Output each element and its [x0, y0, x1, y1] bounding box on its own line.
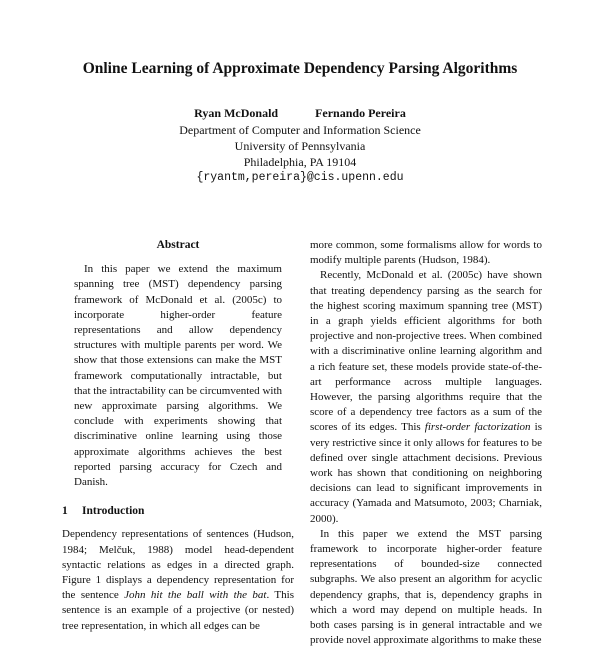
section-heading: [62, 504, 294, 519]
left-column: [62, 238, 294, 634]
body-paragraph: more common, some formalisms allow for words to modify multiple parents (Hudson, 1984).: [310, 239, 542, 267]
author-list: [0, 106, 600, 121]
affiliation-block: [0, 122, 600, 186]
author-email: {ryantm,pereira}@cis.upenn.edu: [196, 171, 404, 184]
body-paragraph: In this paper we extend the MST parsing framework to incorporate higher-order feature representations of bounded-size connected subgraphs. We also present an algorithm for acyclic dependency graphs, that is, dependency graphs in which a word may depend on multiple heads. In both cases parsing is in general intractable and we provide novel approximate algorithms to make these: [310, 527, 542, 647]
section-number: 1: [62, 505, 68, 518]
abstract-heading: Abstract: [156, 239, 200, 251]
affiliation-line: University of Pennsylvania: [234, 139, 366, 153]
paper-title: Online Learning of Approximate Dependency Parsing Algorithms: [82, 60, 518, 77]
body-paragraph: Recently, McDonald et al. (2005c) have shown that treating dependency parsing as the search for the highest scoring maximum spanning tree (MST) in a graph yields efficient algorithms for both projective and non-projective trees. When combined with a discriminative online learning algorithm and a rich feature set, these models provide state-of-the-art performance across multiple languages. However, the parsing algorithms require that the score of a dependency tree factors as a sum of the scores of its edges. This first-order factorization is very restrictive since it only allows for features to be defined over single attachment decisions. Previous work has shown that conditioning on neighboring decisions can lead to significant improvements in accuracy (Yamada and Matsumoto, 2003; Charniak, 2000).: [310, 269, 543, 525]
affiliation-line: Department of Computer and Information Science: [179, 123, 421, 137]
intro-paragraph: Dependency representations of sentences (Hudson, 1984; Melčuk, 1988) model head-dependent syntactic relations as edges in a directed graph. Figure 1 displays a dependency representation for the sentence John hit the ball with the bat. This sentence is an example of a projective (or nested) tree representation, in which all edges can be: [62, 528, 294, 632]
affiliation-line: Philadelphia, PA 19104: [243, 155, 357, 169]
author-name: Ryan McDonald: [194, 106, 279, 120]
example-sentence: John hit the ball with the bat: [124, 589, 267, 602]
right-column: [310, 238, 542, 648]
emphasis-term: first-order factorization: [424, 421, 531, 434]
abstract-text: In this paper we extend the maximum spanning tree (MST) dependency parsing framework of McDonald et al. (2005c) to incorporate higher-order feature representations and allow dependency structures with multiple parents per word. We show that those extensions can make the MST framework computationally intractable, but that the intractability can be circumvented with new approximate parsing algorithms. We conclude with experiments showing that discriminative online learning using those approximate algorithms achieves the best reported parsing accuracy for Czech and Danish.: [74, 263, 282, 489]
section-title: Introduction: [82, 505, 145, 518]
author-name: Fernando Pereira: [315, 106, 406, 120]
